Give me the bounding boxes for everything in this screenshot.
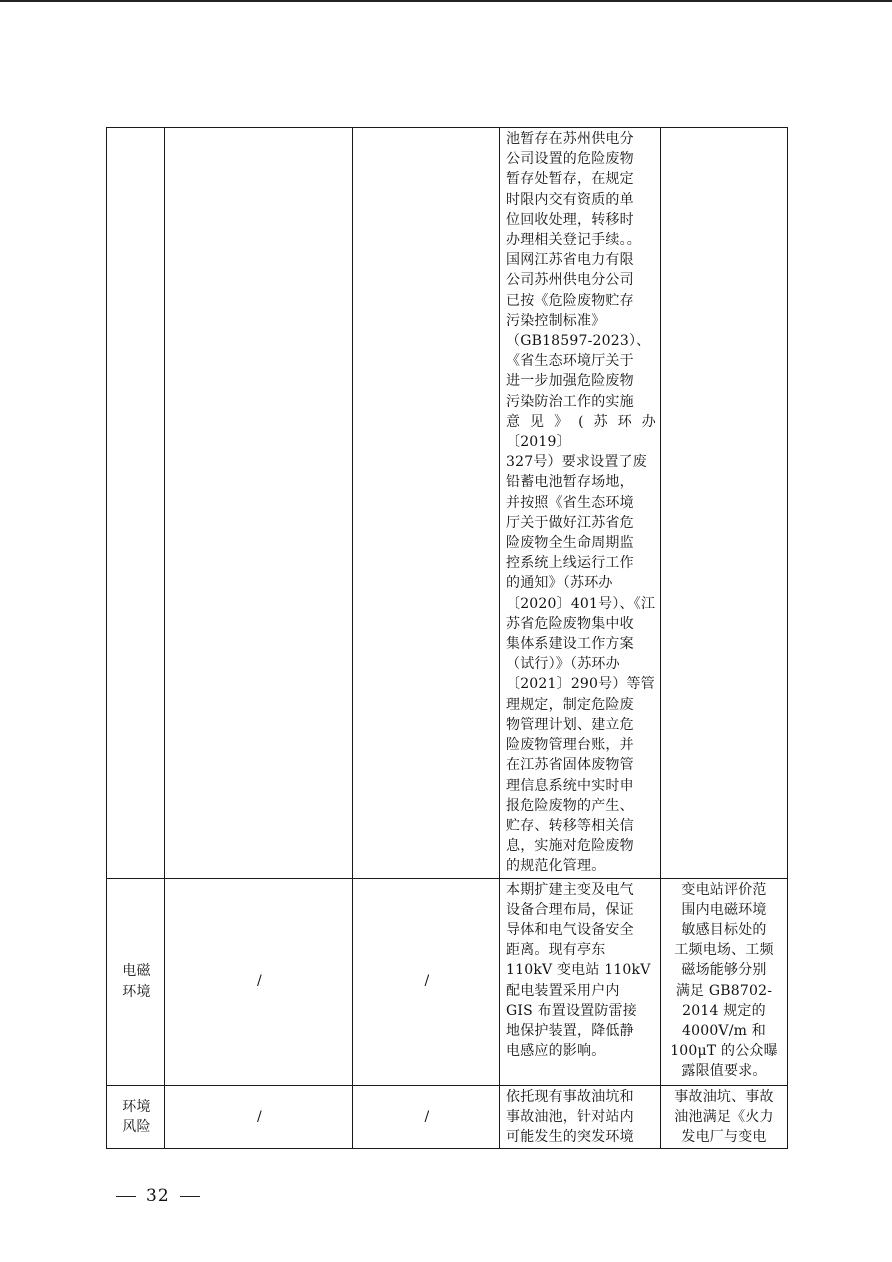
measures-cell [500, 128, 661, 879]
column-3-value [353, 502, 499, 504]
measures-text: 池暂存在苏州供电分 公司设置的危险废物 暂存处暂存，在规定 时限内交有资质的单 位回收处理，转移时 办理相关登记手续。。 国网江苏省电力有限 公司苏州供电分公司 已按《危险废物贮存 污染控制标准》 （GB18597-2023）、 《省生态环境厅关于 进一步加强危险废物 污染防治工作的实施 意见》(苏环办〔2019〕 327号）要求设置了废 铅蓄电池暂存场地， 并按照《省生态环境 厅关于做好江苏省危 险废物全生命周期监 控系统上线运行工作 的通知》（苏环办 〔2020〕401号）、《江 苏省危险废物集中收 集体系建设工作方案 （试行）》（苏环办 〔2021〕290号）等管 理规定，制定危险废 物管理计划、建立危 险废物管理台账，并 在江苏省固体废物管 理信息系统中实时申 报危险废物的产生、 贮存、转移等相关信 息，实施对危险废物 的规范化管理。 [506, 131, 656, 875]
category-label: 电磁 环境 [122, 963, 151, 1000]
page-footer [116, 1186, 200, 1206]
column-2-value: / [257, 973, 262, 990]
column-3-cell [353, 1085, 500, 1149]
result-cell [661, 128, 788, 879]
category-cell [107, 1085, 165, 1149]
measures-table [106, 127, 788, 1149]
column-2-value: / [257, 1108, 262, 1125]
result-text: 事故油坑、事故 油池满足《火力 发电厂与变电 [674, 1088, 774, 1145]
category-label: 环境 风险 [122, 1098, 151, 1135]
column-3-cell [353, 128, 500, 879]
table-row [107, 1085, 788, 1149]
category-cell [107, 878, 165, 1085]
page-number: 32 [146, 1186, 170, 1206]
column-2-value [165, 502, 352, 504]
result-cell [661, 878, 788, 1085]
measures-cell [500, 1085, 661, 1149]
column-2-cell [165, 878, 353, 1085]
result-text [661, 128, 787, 130]
measures-text: 依托现有事故油坑和 事故油池，针对站内 可能发生的突发环境 [506, 1088, 634, 1145]
column-3-cell [353, 878, 500, 1085]
footer-dash-right [180, 1196, 200, 1197]
category-label [107, 502, 164, 504]
result-cell [661, 1085, 788, 1149]
table-row [107, 128, 788, 879]
column-2-cell [165, 1085, 353, 1149]
top-border-line [0, 0, 892, 2]
footer-dash-left [116, 1196, 136, 1197]
measures-cell [500, 878, 661, 1085]
table-row [107, 878, 788, 1085]
column-3-value: / [424, 973, 430, 990]
category-cell [107, 128, 165, 879]
column-2-cell [165, 128, 353, 879]
column-3-value: / [424, 1108, 430, 1125]
result-text: 变电站评价范 围内电磁环境 敏感目标处的 工频电场、工频 磁场能够分别 满足 GB8702- 2014 规定的 4000V/m 和 100μT 的公众曝 露限值要求。 [670, 881, 778, 1080]
measures-text: 本期扩建主变及电气 设备合理布局，保证 导体和电气设备安全 距离。现有亭东 110kV 变电站 110kV 配电装置采用户内 GIS 布置设置防雷接 地保护装置，降低静 电感应的影响。 [506, 881, 651, 1060]
